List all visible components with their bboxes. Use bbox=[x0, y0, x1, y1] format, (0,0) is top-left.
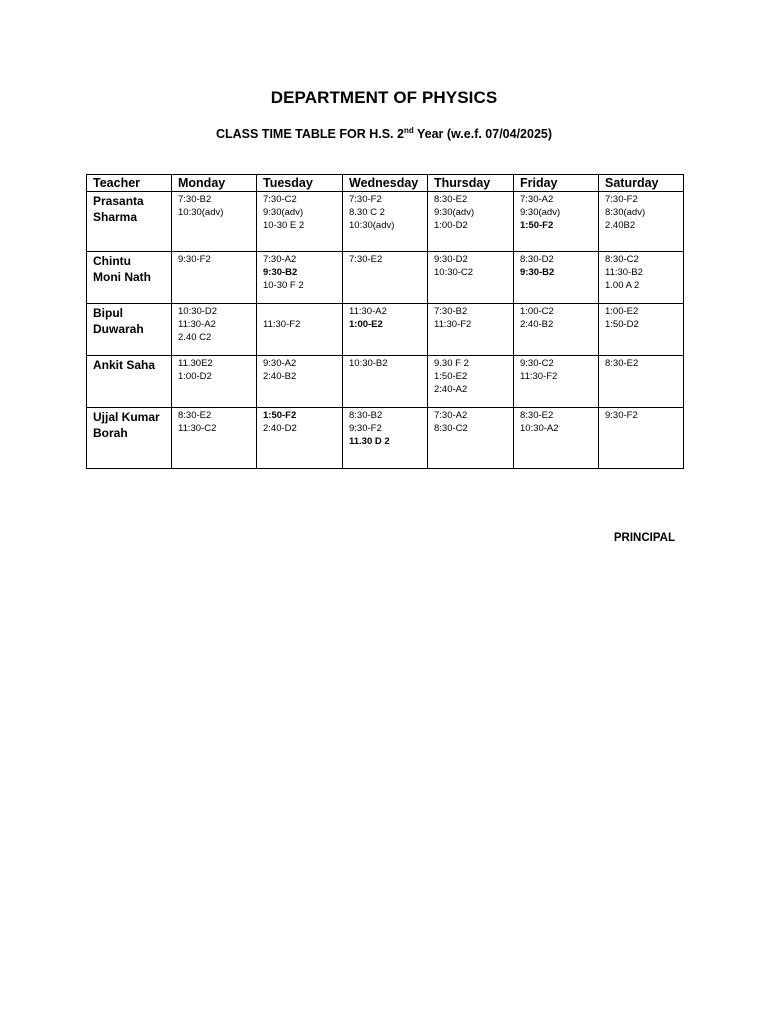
schedule-cell-tuesday bbox=[257, 192, 343, 252]
teacher-name-line: Prasanta bbox=[93, 194, 144, 208]
schedule-cell-tuesday bbox=[257, 356, 343, 408]
teacher-name bbox=[87, 192, 172, 252]
teacher-name bbox=[87, 356, 172, 408]
class-slot: 9:30-A2 bbox=[263, 358, 297, 369]
class-slot: 1:50-F2 bbox=[520, 220, 554, 231]
class-slot: 10:30-D2 bbox=[178, 306, 218, 317]
class-slot: 9:30-F2 bbox=[605, 410, 638, 421]
teacher-name bbox=[87, 408, 172, 469]
teacher-name-line: Ujjal Kumar bbox=[93, 410, 160, 424]
schedule-cell-wednesday bbox=[343, 192, 428, 252]
schedule-cell-saturday bbox=[599, 356, 684, 408]
schedule-cell-thursday bbox=[428, 192, 514, 252]
class-slot: 1:00-E2 bbox=[349, 319, 383, 330]
column-header-monday: Monday bbox=[172, 175, 257, 192]
class-slot: 10-30 F 2 bbox=[263, 280, 304, 291]
teacher-name-line: Bipul bbox=[93, 306, 123, 320]
class-slot: 8:30-C2 bbox=[434, 423, 468, 434]
column-header-thursday: Thursday bbox=[428, 175, 514, 192]
table-row bbox=[87, 408, 684, 469]
class-slot: 8:30-E2 bbox=[520, 410, 554, 421]
table-row bbox=[87, 304, 684, 356]
class-slot: 10:30-C2 bbox=[434, 267, 474, 278]
class-slot: 1.00 A 2 bbox=[605, 280, 640, 291]
timetable-header-row bbox=[87, 175, 684, 192]
class-slot: 7:30-B2 bbox=[434, 306, 468, 317]
column-header-saturday: Saturday bbox=[599, 175, 684, 192]
schedule-cell-monday bbox=[172, 192, 257, 252]
class-slot: 8:30-B2 bbox=[349, 410, 383, 421]
class-slot: 9:30-F2 bbox=[349, 423, 382, 434]
class-slot: 8:30-E2 bbox=[178, 410, 212, 421]
timetable-body bbox=[87, 192, 684, 469]
class-slot: 11:30-B2 bbox=[605, 267, 643, 278]
teacher-name bbox=[87, 304, 172, 356]
timetable-subtitle bbox=[0, 127, 768, 141]
class-slot: 8:30-E2 bbox=[434, 194, 468, 205]
schedule-cell-monday bbox=[172, 252, 257, 304]
class-slot: 11:30-F2 bbox=[520, 371, 558, 382]
class-slot: 7:30-A2 bbox=[263, 254, 297, 265]
class-slot: 11:30-F2 bbox=[263, 319, 301, 330]
schedule-cell-saturday bbox=[599, 304, 684, 356]
class-slot: 9:30(adv) bbox=[263, 207, 304, 218]
page-title: DEPARTMENT OF PHYSICS bbox=[270, 88, 498, 107]
teacher-name-line: Chintu bbox=[93, 254, 131, 268]
column-header-tuesday: Tuesday bbox=[257, 175, 343, 192]
class-slot: 7:30-A2 bbox=[520, 194, 554, 205]
class-slot: 9:30(adv) bbox=[520, 207, 561, 218]
class-slot: 1:50-E2 bbox=[434, 371, 468, 382]
class-slot: 10:30(adv) bbox=[178, 207, 224, 218]
schedule-cell-saturday bbox=[599, 192, 684, 252]
schedule-cell-monday bbox=[172, 304, 257, 356]
class-slot: 8:30(adv) bbox=[605, 207, 646, 218]
class-slot: 10:30-B2 bbox=[349, 358, 388, 369]
class-slot: 1:50-F2 bbox=[263, 410, 297, 421]
schedule-cell-thursday bbox=[428, 408, 514, 469]
schedule-cell-tuesday bbox=[257, 408, 343, 469]
class-slot: 1:50-D2 bbox=[605, 319, 639, 330]
timetable bbox=[86, 174, 684, 469]
class-slot: 9:30-B2 bbox=[263, 267, 298, 278]
teacher-name-line: Sharma bbox=[93, 210, 138, 224]
class-slot: 1:00-C2 bbox=[520, 306, 554, 317]
class-slot: 11:30-F2 bbox=[434, 319, 472, 330]
schedule-cell-tuesday bbox=[257, 252, 343, 304]
schedule-cell-monday bbox=[172, 356, 257, 408]
class-slot: 2.40B2 bbox=[605, 220, 636, 231]
column-header-teacher: Teacher bbox=[87, 175, 172, 192]
schedule-cell-friday bbox=[514, 356, 599, 408]
class-slot: 8:30-E2 bbox=[605, 358, 639, 369]
schedule-cell-saturday bbox=[599, 252, 684, 304]
class-slot: 7:30-A2 bbox=[434, 410, 468, 421]
class-slot: 11:30-A2 bbox=[349, 306, 387, 317]
column-header-wednesday: Wednesday bbox=[343, 175, 428, 192]
class-slot: 9:30-F2 bbox=[178, 254, 211, 265]
table-row bbox=[87, 192, 684, 252]
class-slot: 8:30-D2 bbox=[520, 254, 554, 265]
class-slot: 7:30-E2 bbox=[349, 254, 383, 265]
class-slot: 11.30E2 bbox=[178, 358, 213, 369]
subtitle-ordinal-suffix: nd bbox=[403, 125, 414, 135]
class-slot: 1:00-D2 bbox=[178, 371, 212, 382]
class-slot: 10:30(adv) bbox=[349, 220, 395, 231]
table-row bbox=[87, 252, 684, 304]
column-header-friday: Friday bbox=[514, 175, 599, 192]
teacher-name bbox=[87, 252, 172, 304]
class-slot: 9.30 F 2 bbox=[434, 358, 469, 369]
class-slot: 2:40-B2 bbox=[263, 371, 297, 382]
subtitle-suffix: Year (w.e.f. 07/04/2025) bbox=[413, 127, 553, 141]
class-slot: 9:30-D2 bbox=[434, 254, 468, 265]
class-slot: 10:30-A2 bbox=[520, 423, 559, 434]
table-row bbox=[87, 356, 684, 408]
class-slot: 11.30 D 2 bbox=[349, 436, 390, 447]
schedule-cell-friday bbox=[514, 408, 599, 469]
principal-signature-label: PRINCIPAL bbox=[613, 532, 675, 544]
schedule-cell-thursday bbox=[428, 356, 514, 408]
schedule-cell-wednesday bbox=[343, 356, 428, 408]
teacher-name-line: Borah bbox=[93, 426, 128, 440]
class-slot: 11:30-C2 bbox=[178, 423, 217, 434]
schedule-cell-wednesday bbox=[343, 304, 428, 356]
teacher-name-line: Duwarah bbox=[93, 322, 144, 336]
class-slot: 7:30-F2 bbox=[605, 194, 638, 205]
class-slot: 1:00-D2 bbox=[434, 220, 468, 231]
schedule-cell-friday bbox=[514, 252, 599, 304]
class-slot: 7:30-B2 bbox=[178, 194, 212, 205]
class-slot: 9:30-B2 bbox=[520, 267, 555, 278]
class-slot: 2:40-B2 bbox=[520, 319, 554, 330]
schedule-cell-wednesday bbox=[343, 408, 428, 469]
teacher-name-line: Ankit Saha bbox=[93, 358, 156, 372]
schedule-cell-wednesday bbox=[343, 252, 428, 304]
class-slot: 1:00-E2 bbox=[605, 306, 639, 317]
schedule-cell-thursday bbox=[428, 252, 514, 304]
schedule-cell-friday bbox=[514, 192, 599, 252]
teacher-name-line: Moni Nath bbox=[93, 270, 151, 284]
class-slot: 11:30-A2 bbox=[178, 319, 216, 330]
class-slot: 9:30-C2 bbox=[520, 358, 554, 369]
schedule-cell-saturday bbox=[599, 408, 684, 469]
schedule-cell-thursday bbox=[428, 304, 514, 356]
schedule-cell-friday bbox=[514, 304, 599, 356]
class-slot bbox=[263, 305, 336, 318]
class-slot: 8:30-C2 bbox=[605, 254, 639, 265]
class-slot: 8.30 C 2 bbox=[349, 207, 385, 218]
class-slot: 2:40-D2 bbox=[263, 423, 297, 434]
class-slot: 7:30-C2 bbox=[263, 194, 297, 205]
subtitle-prefix: CLASS TIME TABLE FOR H.S. 2 bbox=[215, 127, 404, 141]
schedule-cell-tuesday bbox=[257, 304, 343, 356]
class-slot: 7:30-F2 bbox=[349, 194, 382, 205]
class-slot: 2:40-A2 bbox=[434, 384, 468, 395]
class-slot: 10-30 E 2 bbox=[263, 220, 305, 231]
schedule-cell-monday bbox=[172, 408, 257, 469]
class-slot: 2.40 C2 bbox=[178, 332, 212, 343]
class-slot: 9:30(adv) bbox=[434, 207, 475, 218]
